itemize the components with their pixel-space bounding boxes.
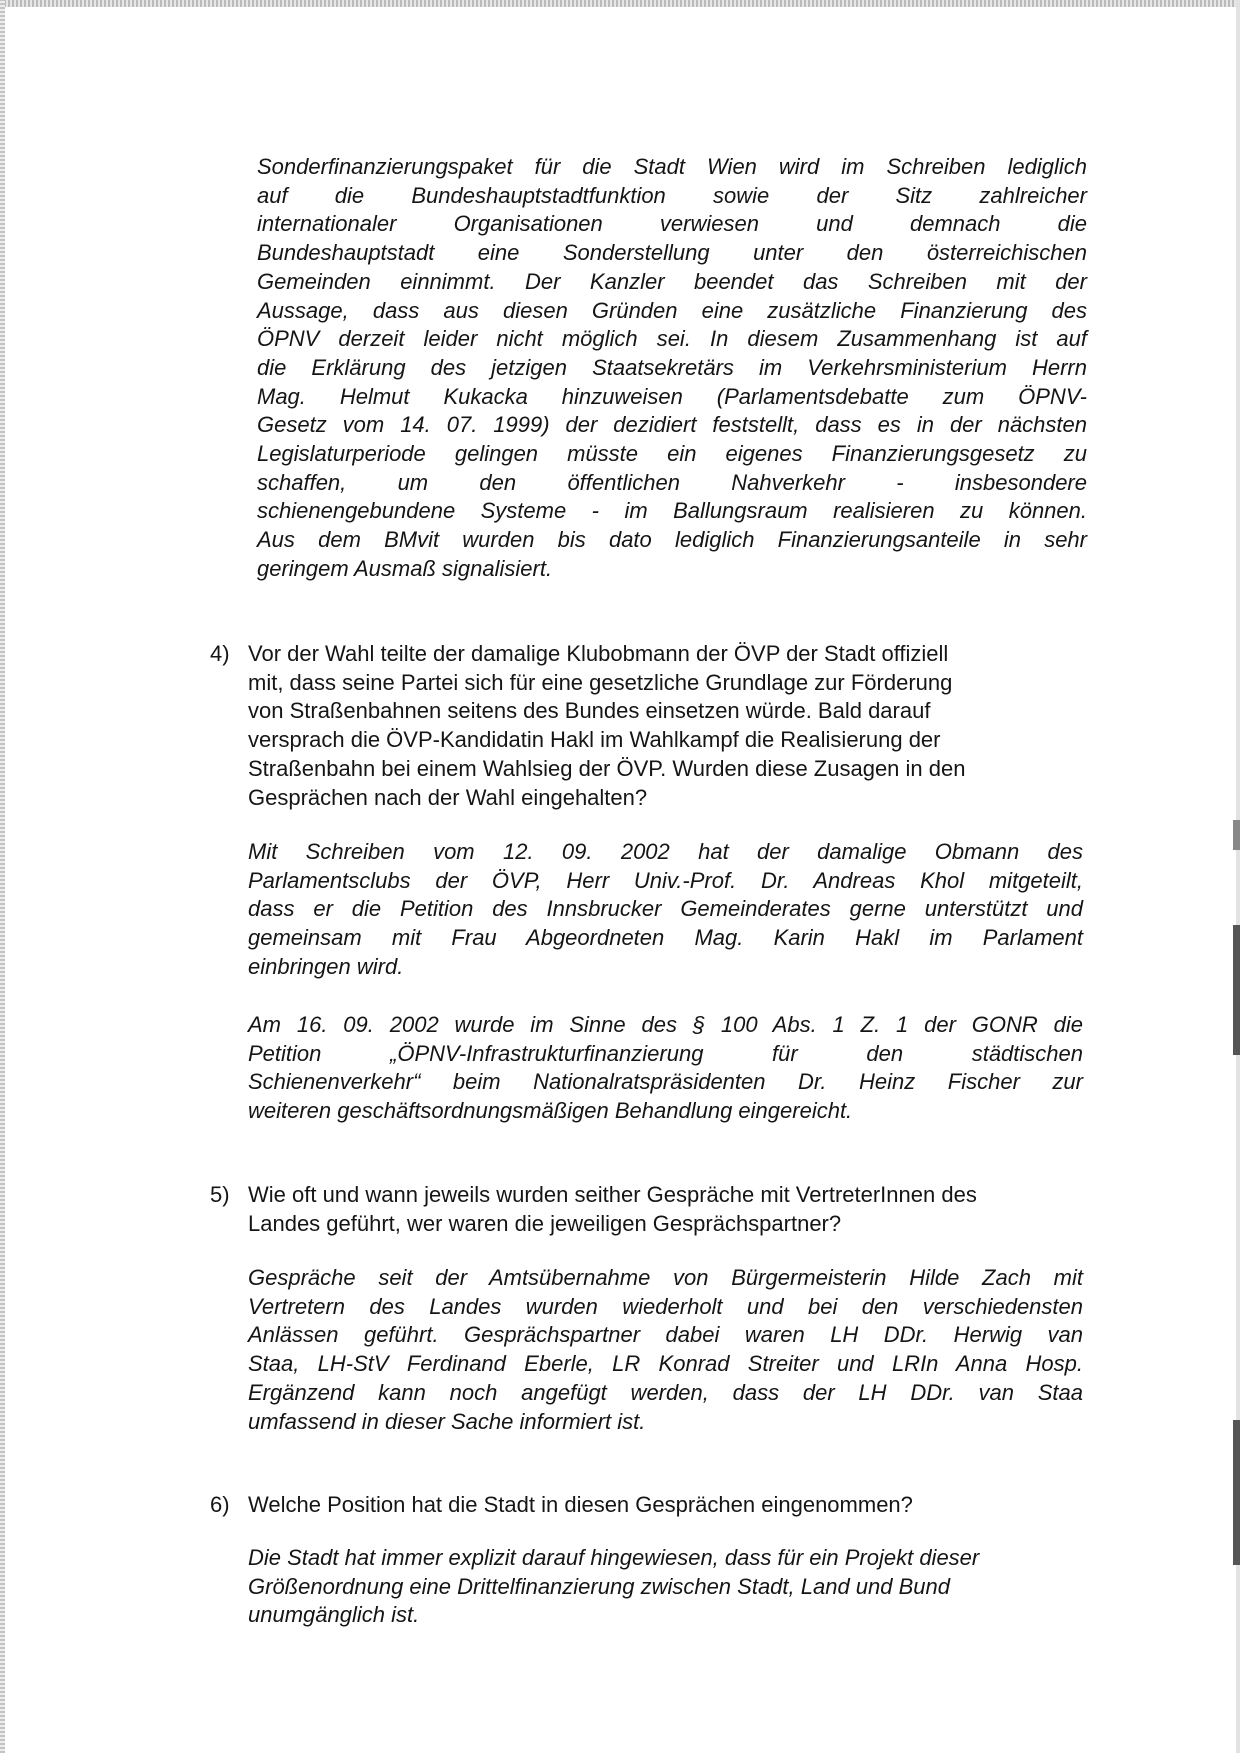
answer-6-paragraph — [248, 1544, 1088, 1630]
text-line: Mag. Helmut Kukacka hinzuweisen (Parlamentsdebatte zum ÖPNV- — [257, 383, 1087, 409]
text-line: Legislaturperiode gelingen müsste ein eigenes Finanzierungsgesetz zu — [257, 441, 1087, 467]
scan-mark — [1233, 820, 1240, 850]
text-line: Anlässen geführt. Gesprächspartner dabei waren LH DDr. Herwig van — [248, 1322, 1083, 1348]
answer-4-paragraph-2 — [248, 1011, 1083, 1126]
text-line: auf die Bundeshauptstadtfunktion sowie der Sitz zahlreicher — [257, 182, 1087, 208]
text-line: Wie oft und wann jeweils wurden seither Gespräche mit VertreterInnen des — [248, 1182, 977, 1207]
question-5 — [248, 1181, 1088, 1238]
text-line: Vertretern des Landes wurden wiederholt und bei den verschiedensten — [248, 1293, 1083, 1319]
text-line: Gemeinden einnimmt. Der Kanzler beendet das Schreiben mit der — [257, 268, 1087, 294]
text-line: schienengebundene Systeme - im Ballungsraum realisieren zu können. — [257, 498, 1087, 524]
text-line: Petition „ÖPNV-Infrastrukturfinanzierung für den städtischen — [248, 1040, 1083, 1066]
text-line: umfassend in dieser Sache informiert ist. — [248, 1408, 646, 1434]
text-line: Gespräche seit der Amtsübernahme von Bürgermeisterin Hilde Zach mit — [248, 1265, 1083, 1290]
scan-mark — [1233, 1420, 1240, 1565]
question-6 — [248, 1491, 1088, 1520]
text-line: Aus dem BMvit wurden bis dato lediglich Finanzierungsanteile in sehr — [257, 527, 1087, 553]
answer-4-paragraph-1 — [248, 838, 1083, 982]
item-number: 5) — [210, 1182, 230, 1207]
text-line: weiteren geschäftsordnungsmäßigen Behandlung eingereicht. — [248, 1098, 853, 1124]
text-line: Gesprächen nach der Wahl eingehalten? — [248, 784, 648, 810]
text-line: schaffen, um den öffentlichen Nahverkehr - insbesondere — [257, 469, 1087, 495]
continuation-paragraph — [257, 153, 1087, 584]
text-line: einbringen wird. — [248, 953, 404, 979]
text-line: Aussage, dass aus diesen Gründen eine zusätzliche Finanzierung des — [257, 297, 1087, 323]
text-line: ÖPNV derzeit leider nicht möglich sei. In diesem Zusammenhang ist auf — [257, 326, 1087, 352]
text-line: mit, dass seine Partei sich für eine gesetzliche Grundlage zur Förderung — [248, 669, 953, 695]
text-line: geringem Ausmaß signalisiert. — [257, 555, 553, 581]
text-line: Vor der Wahl teilte der damalige Klubobmann der ÖVP der Stadt offiziell — [248, 641, 949, 666]
text-line: Welche Position hat die Stadt in diesen Gesprächen eingenommen? — [248, 1492, 913, 1517]
text-line: Ergänzend kann noch angefügt werden, dass der LH DDr. van Staa — [248, 1379, 1083, 1405]
text-line: Staa, LH-StV Ferdinand Eberle, LR Konrad Streiter und LRIn Anna Hosp. — [248, 1351, 1083, 1377]
text-line: Schienenverkehr“ beim Nationalratspräsidenten Dr. Heinz Fischer zur — [248, 1069, 1083, 1095]
text-line: die Erklärung des jetzigen Staatsekretärs im Verkehrsministerium Herrn — [257, 354, 1087, 380]
text-line: Gesetz vom 14. 07. 1999) der dezidiert feststellt, dass es in der nächsten — [257, 412, 1087, 438]
question-4 — [248, 640, 1088, 812]
text-line: Bundeshauptstadt eine Sonderstellung unter den österreichischen — [257, 240, 1087, 266]
answer-5-paragraph — [248, 1264, 1083, 1436]
item-number: 6) — [210, 1492, 230, 1517]
text-line: gemeinsam mit Frau Abgeordneten Mag. Karin Hakl im Parlament — [248, 925, 1083, 951]
text-line: Landes geführt, wer waren die jeweiligen Gesprächspartner? — [248, 1210, 842, 1236]
text-line: Straßenbahn bei einem Wahlsieg der ÖVP. Wurden diese Zusagen in den — [248, 755, 966, 781]
scan-mark — [1233, 925, 1240, 1055]
text-line: dass er die Petition des Innsbrucker Gemeinderates gerne unterstützt und — [248, 896, 1083, 922]
text-line: Größenordnung eine Drittelfinanzierung zwischen Stadt, Land und Bund — [248, 1573, 951, 1599]
text-line: von Straßenbahnen seitens des Bundes einsetzen würde. Bald darauf — [248, 698, 931, 724]
text-line: Am 16. 09. 2002 wurde im Sinne des § 100 Abs. 1 Z. 1 der GONR die — [248, 1012, 1083, 1037]
scan-edge-top — [0, 0, 1240, 7]
text-line: Sonderfinanzierungspaket für die Stadt Wien wird im Schreiben lediglich — [257, 154, 1087, 179]
text-line: versprach die ÖVP-Kandidatin Hakl im Wahlkampf die Realisierung der — [248, 727, 941, 753]
text-line: Die Stadt hat immer explizit darauf hingewiesen, dass für ein Projekt dieser — [248, 1545, 980, 1570]
text-line: Parlamentsclubs der ÖVP, Herr Univ.-Prof. Dr. Andreas Khol mitgeteilt, — [248, 867, 1083, 893]
scan-edge-left — [0, 0, 5, 1753]
text-line: unumgänglich ist. — [248, 1602, 420, 1628]
text-line: internationaler Organisationen verwiesen und demnach die — [257, 211, 1087, 237]
text-line: Mit Schreiben vom 12. 09. 2002 hat der damalige Obmann des — [248, 839, 1083, 864]
item-number: 4) — [210, 641, 230, 666]
